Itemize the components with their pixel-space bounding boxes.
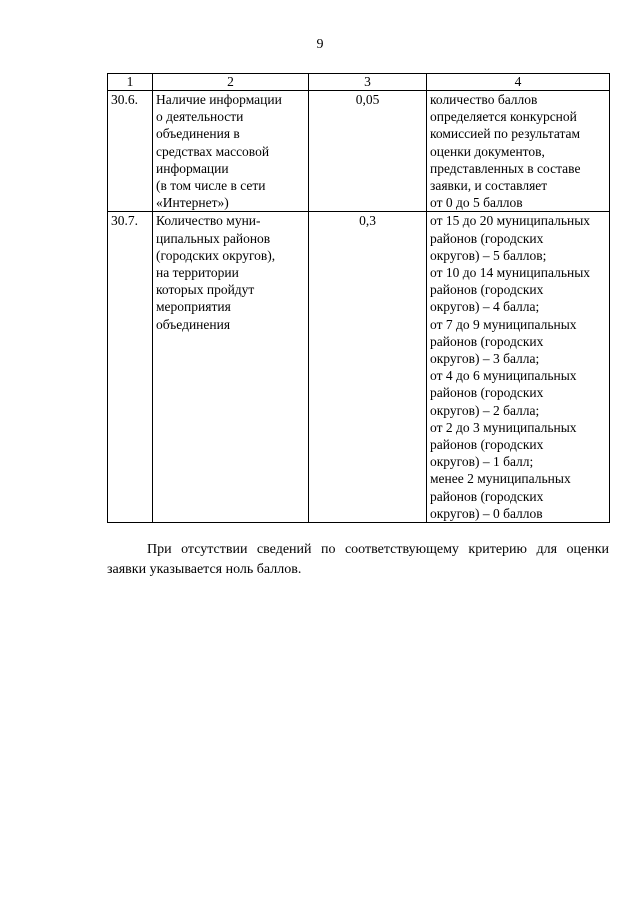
criterion-scoring-line: представленных в составе: [430, 160, 581, 176]
column-number-4: 4: [427, 74, 610, 91]
criterion-scoring-line: районов (городских: [430, 385, 544, 401]
criterion-description-line: средствах массовой: [156, 143, 270, 159]
criterion-scoring-line: округов) – 1 балл;: [430, 454, 534, 470]
criterion-scoring-line: от 15 до 20 муниципальных: [430, 213, 591, 229]
criterion-description-line: объединения: [156, 316, 231, 332]
table-body: [108, 91, 610, 523]
note-line-1: При отсутствии сведений по соответствующему критерию для оценки: [147, 542, 609, 557]
criterion-scoring-line: округов) – 3 балла;: [430, 351, 540, 367]
criterion-description-line: Наличие информации: [156, 92, 282, 107]
criterion-scoring-line: районов (городских: [430, 488, 544, 504]
criterion-scoring: [427, 91, 610, 212]
criterion-description-line: информации: [156, 160, 229, 176]
criterion-number: 30.7.: [108, 212, 153, 523]
criterion-weight: 0,05: [309, 91, 427, 212]
criterion-description-line: «Интернет»): [156, 195, 229, 211]
criterion-description-line: ципальных районов: [156, 230, 271, 246]
criterion-scoring-line: округов) – 0 баллов: [430, 505, 543, 521]
criterion-weight: 0,3: [309, 212, 427, 523]
criterion-description-line: на территории: [156, 265, 239, 281]
criterion-scoring-line: районов (городских: [430, 437, 544, 453]
criterion-scoring-line: районов (городских: [430, 282, 544, 298]
page-number: 9: [316, 37, 324, 52]
criterion-scoring-line: от 10 до 14 муниципальных: [430, 265, 591, 281]
criterion-description: [153, 91, 309, 212]
table-row: [108, 91, 610, 212]
criterion-description-line: (в том числе в сети: [156, 178, 266, 194]
column-number-3: 3: [309, 74, 427, 91]
criterion-scoring-line: от 0 до 5 баллов: [430, 195, 523, 211]
criterion-scoring-line: заявки, и составляет: [430, 178, 548, 194]
criterion-scoring: [427, 212, 610, 523]
criterion-description-line: объединения в: [156, 126, 240, 142]
note-paragraph: [107, 540, 609, 580]
column-number-2: 2: [153, 74, 309, 91]
criterion-description-line: которых пройдут: [156, 282, 255, 298]
note-line-2: заявки указывается ноль баллов.: [107, 562, 302, 577]
criterion-scoring-line: от 2 до 3 муниципальных: [430, 419, 577, 435]
criterion-scoring-line: от 4 до 6 муниципальных: [430, 368, 577, 384]
column-number-1: 1: [108, 74, 153, 91]
criterion-scoring-line: количество баллов: [430, 92, 538, 107]
criterion-scoring-line: определяется конкурсной: [430, 109, 577, 125]
table-header: [108, 74, 610, 91]
criteria-table: [107, 73, 610, 523]
criterion-scoring-line: округов) – 4 балла;: [430, 299, 540, 315]
table-row: [108, 212, 610, 523]
criterion-scoring-line: комиссией по результатам: [430, 126, 581, 142]
criterion-scoring-line: районов (городских: [430, 333, 544, 349]
criterion-scoring-line: от 7 до 9 муниципальных: [430, 316, 577, 332]
criterion-scoring-line: районов (городских: [430, 230, 544, 246]
table-header-row: [108, 74, 610, 91]
criterion-scoring-line: округов) – 5 баллов;: [430, 247, 547, 263]
criterion-number: 30.6.: [108, 91, 153, 212]
criterion-description: [153, 212, 309, 523]
criterion-description-line: Количество муни-: [156, 213, 261, 229]
criterion-scoring-line: округов) – 2 балла;: [430, 402, 540, 418]
criterion-description-line: мероприятия: [156, 299, 231, 315]
criterion-description-line: (городских округов),: [156, 247, 276, 263]
criterion-description-line: о деятельности: [156, 109, 244, 125]
criterion-scoring-line: оценки документов,: [430, 143, 545, 159]
criterion-scoring-line: менее 2 муниципальных: [430, 471, 571, 487]
